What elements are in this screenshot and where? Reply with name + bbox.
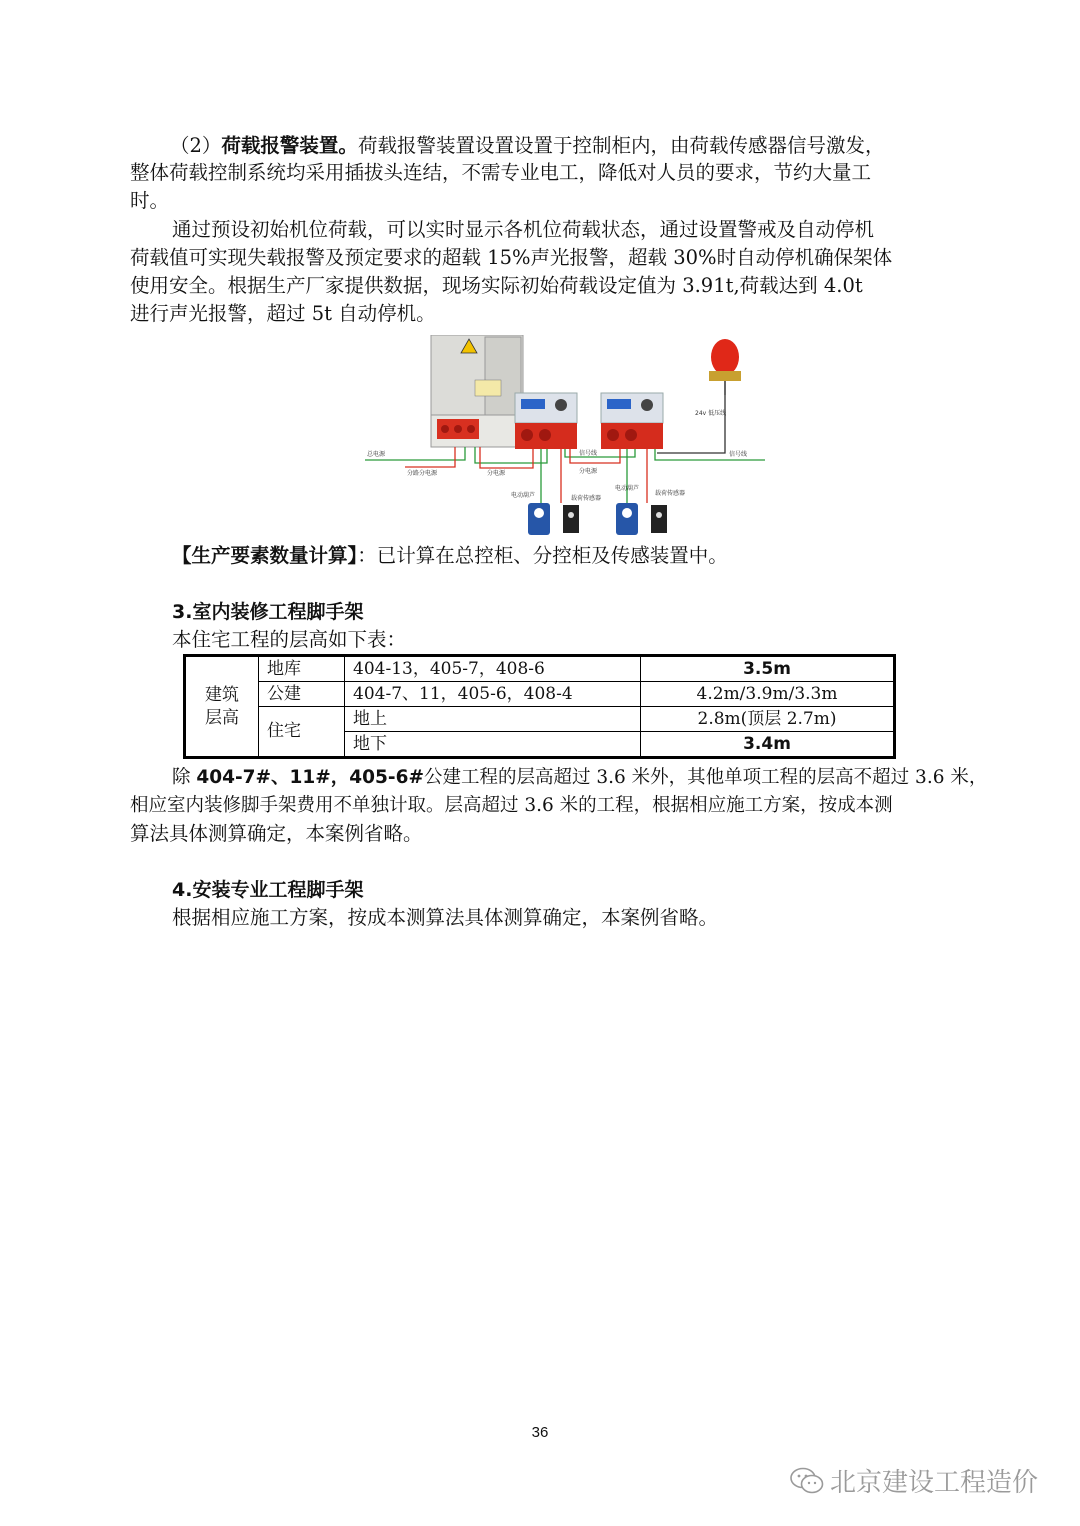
section4-heading: 4.安装专业工程脚手架 — [172, 879, 364, 901]
calc-note — [172, 541, 952, 570]
label-main-power: 总电源 — [367, 451, 386, 458]
para1-line1 — [130, 131, 952, 160]
label-branch-power-2: 分电源 — [579, 468, 598, 475]
row-items: 404-13，405-7，408-6 — [345, 656, 641, 682]
section4-text: 根据相应施工方案，按成本测算法具体测算确定，本案例省略。 — [172, 906, 719, 929]
note1-b: 404-7#、11#，405-6# — [196, 767, 424, 788]
row-height-value: 3.4m — [641, 732, 895, 758]
table-row — [185, 682, 895, 707]
group-label-2: 层高 — [205, 707, 239, 728]
group-label-1: 建筑 — [205, 684, 239, 705]
para1-title: 荷载报警装置。 — [221, 134, 358, 157]
row-height-value: 2.8m(顶层 2.7m) — [641, 707, 895, 732]
label-low-voltage: 24v 低压线 — [695, 410, 727, 417]
para2-line2: 荷载值可实现失载报警及预定要求的超载 15%声光报警，超载 30%时自动停机确保架体 — [130, 246, 893, 269]
wechat-icon — [790, 1467, 824, 1495]
row-height-value — [641, 682, 895, 707]
sub-control-box-2 — [601, 393, 663, 449]
sub-control-box-1 — [515, 393, 577, 449]
watermark-text: 北京建设工程造价 — [830, 1468, 1039, 1498]
label-branch-power-total: 分路分电源 — [407, 470, 438, 477]
table-row — [185, 656, 895, 682]
label-branch-power: 分电源 — [487, 470, 506, 477]
floor-height-table — [183, 654, 896, 759]
label-hoist-2: 电动葫芦 — [615, 485, 640, 492]
section3-heading: 3.室内装修工程脚手架 — [172, 601, 364, 623]
para2-line1: 通过预设初始机位荷载，可以实时显示各机位荷载状态，通过设置警戒及自动停机 — [172, 218, 875, 241]
calc-label: 【生产要素数量计算】 — [172, 544, 358, 567]
section3-intro: 本住宅工程的层高如下表： — [172, 628, 407, 651]
load-alarm-wiring-diagram — [365, 335, 765, 540]
para1-line3: 时。 — [130, 189, 170, 212]
para2-line4: 进行声光报警，超过 5t 自动停机。 — [130, 302, 436, 325]
para2-line3: 使用安全。根据生产厂家提供数据，现场实际初始荷载设定值为 3.91t,荷载达到 4.0t — [130, 274, 863, 297]
section3-note-line2: 相应室内装修脚手架费用不单独计取。层高超过 3.6 米的工程，根据相应施工方案，按成本测 — [130, 795, 893, 816]
hoist-2 — [616, 503, 638, 535]
row-category: 地库 — [259, 656, 345, 682]
note1-c: 公建工程的层高超过 3.6 米外，其他单项工程的层高不超过 3.6 米， — [423, 767, 988, 788]
label-signal-line-2: 信号线 — [729, 451, 748, 458]
row-category: 住宅 — [259, 707, 345, 758]
row-items: 404-7、11，405-6，408-4 — [345, 682, 641, 707]
label-signal-line: 信号线 — [579, 450, 598, 457]
page-number: 36 — [531, 1424, 549, 1441]
watermark — [790, 1462, 1038, 1499]
label-sensor-1: 载荷传感器 — [571, 495, 602, 502]
main-control-cabinet — [431, 335, 523, 447]
hoist-1 — [528, 503, 550, 535]
row-items: 地下 — [345, 732, 641, 758]
value-pre: 4.2m/3.9m/ — [696, 683, 795, 704]
group-label-cell — [185, 656, 259, 758]
row-height-value: 3.5m — [641, 656, 895, 682]
para1-line2: 整体荷载控制系统均采用插拔头连结，不需专业电工，降低对人员的要求，节约大量工 — [130, 161, 872, 184]
sensor-2 — [651, 505, 667, 533]
section3-note-line1 — [172, 763, 988, 792]
note1-a: 除 — [172, 767, 197, 788]
label-hoist-1: 电动葫芦 — [511, 492, 536, 499]
calc-text: ：已计算在总控柜、分控柜及传感装置中。 — [357, 544, 728, 567]
section3-note-line3: 算法具体测算确定，本案例省略。 — [130, 822, 423, 845]
table-row — [185, 707, 895, 732]
para1-prefix: （2） — [170, 134, 222, 157]
value-bold: 3.3m — [794, 683, 838, 704]
row-category: 公建 — [259, 682, 345, 707]
alarm-beacon — [709, 339, 741, 395]
sensor-1 — [563, 505, 579, 533]
row-items: 地上 — [345, 707, 641, 732]
para1-line1-rest: 荷载报警装置设置设置于控制柜内，由荷载传感器信号激发， — [357, 134, 885, 157]
label-sensor-2: 载荷传感器 — [655, 490, 686, 497]
